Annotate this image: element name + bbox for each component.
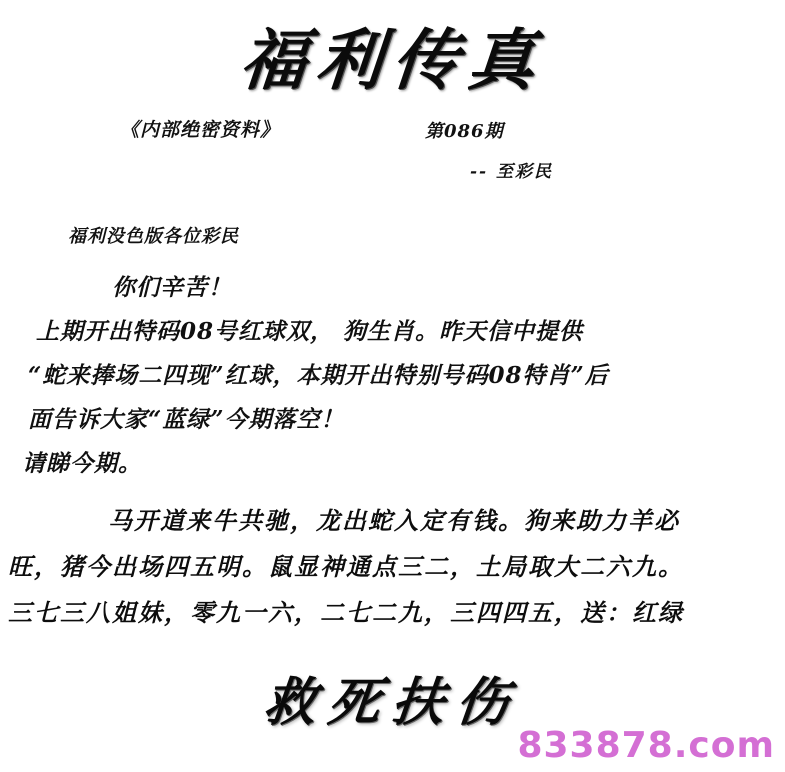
- body-line: 上期开出特码08号红球双， 狗生肖。昨天信中提供: [36, 318, 584, 345]
- verse-line: 马开道来牛共驰，龙出蛇入定有钱。狗来助力羊必: [108, 506, 680, 535]
- body-line: “蛇来捧场二四现”红球，本期开出特别号码08特肖”后: [28, 362, 609, 389]
- body-line: 面告诉大家“蓝绿”今期落空！: [28, 406, 345, 433]
- page-title: 福利传真: [237, 21, 548, 99]
- slogan: 救死扶伤: [260, 672, 524, 733]
- issue-number: 第086期: [425, 121, 504, 143]
- verse-line: 三七三八姐妹，零九一六，二七二九，三四四五，送：红绿: [8, 598, 684, 627]
- masthead: [0, 0, 785, 99]
- verse-block: [0, 498, 785, 636]
- byline: -- 至彩民: [470, 162, 554, 183]
- body-text: [0, 266, 785, 486]
- body-line: 请睇今期。: [22, 450, 142, 477]
- salutation: 福利没色版各位彩民: [68, 226, 239, 247]
- confidential-note: 《内部绝密资料》: [120, 119, 281, 142]
- body-line: 你们辛苦！: [112, 274, 232, 301]
- verse-line: 旺，猪今出场四五明。鼠显神通点三二，土局取大二六九。: [8, 552, 684, 581]
- site-watermark: 833878.com: [517, 725, 775, 766]
- subheader-row: [0, 111, 785, 183]
